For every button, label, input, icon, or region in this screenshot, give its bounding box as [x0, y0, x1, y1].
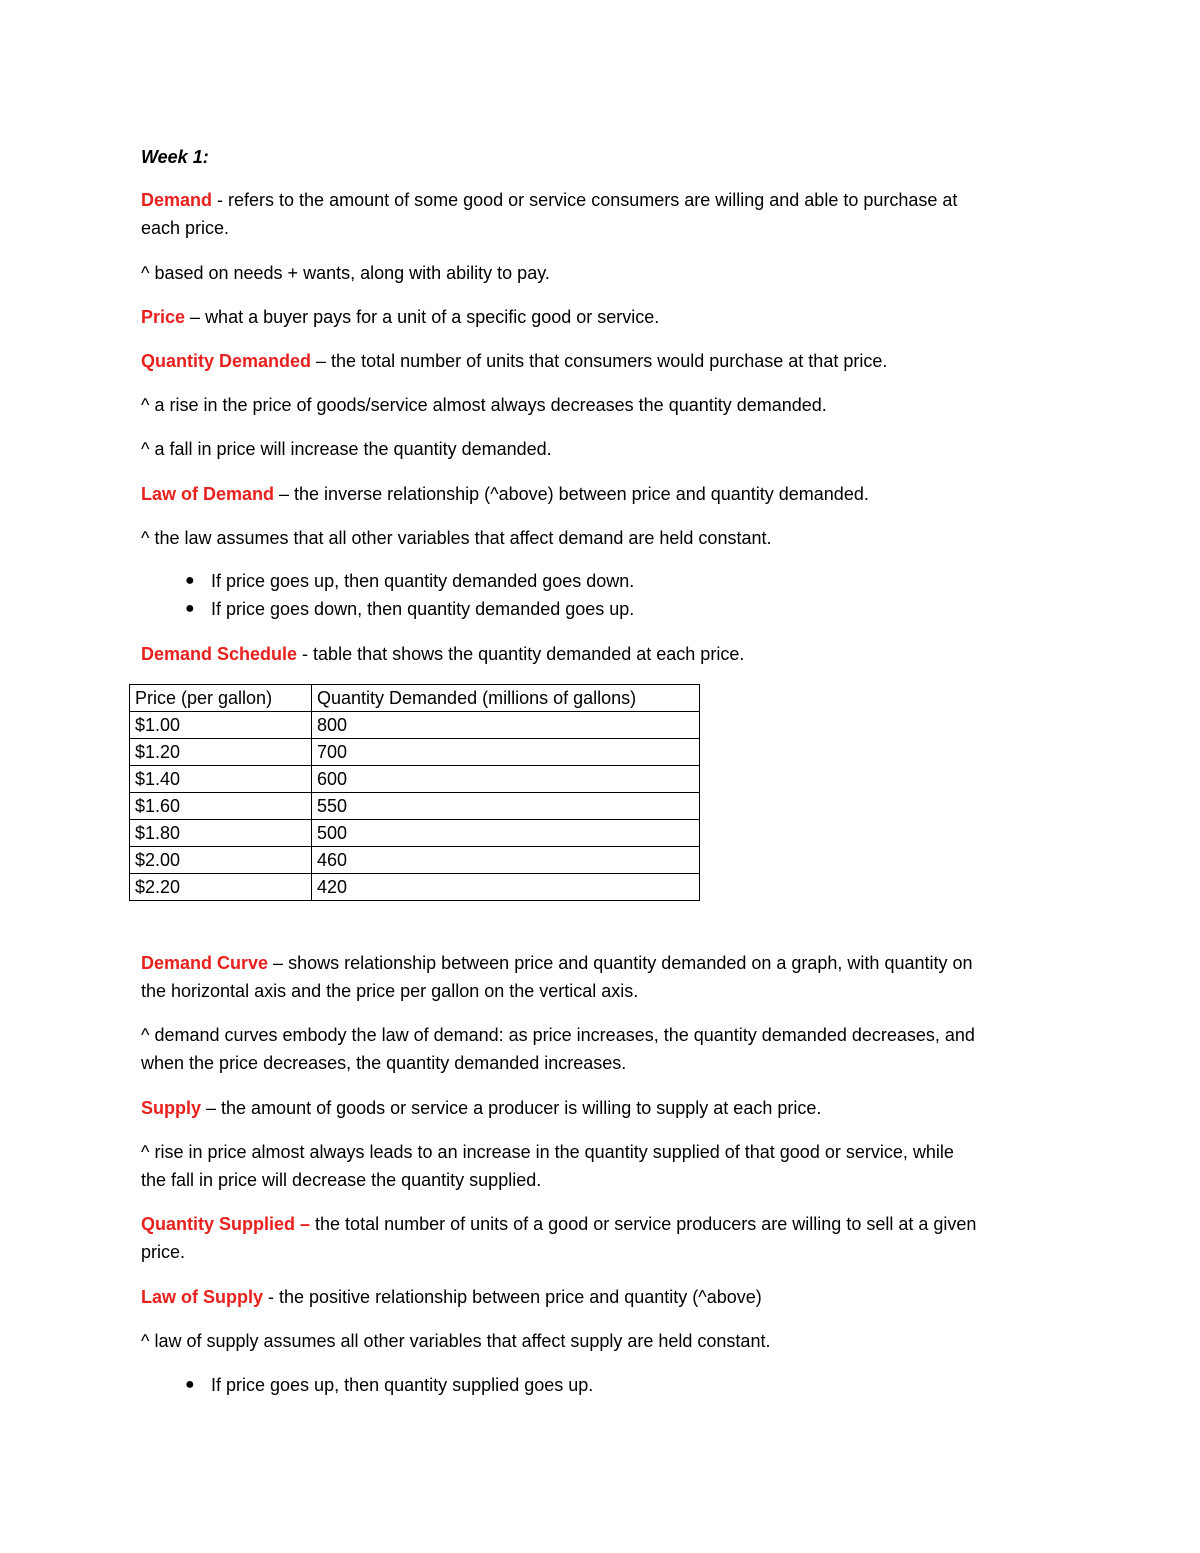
- bullet-item: [185, 595, 635, 623]
- week-heading: Week 1:: [141, 147, 209, 167]
- table-row: [130, 874, 700, 901]
- term-supply: Supply: [141, 1098, 202, 1118]
- table-header-price: Price (per gallon): [130, 685, 312, 712]
- table-cell-quantity: 600: [312, 766, 700, 793]
- separator: -: [212, 190, 229, 210]
- separator: –: [185, 307, 206, 327]
- term-quantity-demanded: Quantity Demanded: [141, 351, 312, 371]
- table-cell-price: $1.60: [130, 793, 312, 820]
- definition-quantity-demanded: [141, 347, 1061, 375]
- table-cell-price: $1.40: [130, 766, 312, 793]
- table-cell-price: $2.00: [130, 847, 312, 874]
- bullet-icon: ●: [185, 572, 195, 589]
- term-price: Price: [141, 307, 186, 327]
- demand-schedule-table: [129, 684, 700, 901]
- table-cell-price: $1.20: [130, 739, 312, 766]
- table-cell-quantity: 800: [312, 712, 700, 739]
- separator: –: [295, 1214, 316, 1234]
- separator: –: [201, 1098, 222, 1118]
- definition-text: the amount of goods or service a producer is willing to supply at each price.: [221, 1098, 822, 1118]
- table-row: [130, 820, 700, 847]
- term-law-of-supply: Law of Supply: [141, 1287, 264, 1307]
- definition-demand: [141, 186, 1061, 214]
- table-row: [130, 793, 700, 820]
- separator: -: [297, 644, 314, 664]
- table-row: [130, 847, 700, 874]
- definition-text: the positive relationship between price and quantity (^above): [279, 1287, 762, 1307]
- bullet-text: If price goes up, then quantity demanded goes down.: [211, 571, 635, 591]
- definition-text: shows relationship between price and quantity demanded on a graph, with quantity on: [288, 953, 973, 973]
- definition-demand-cont: each price.: [141, 218, 230, 238]
- table-header-quantity: Quantity Demanded (millions of gallons): [312, 685, 700, 712]
- separator: –: [274, 484, 295, 504]
- note-rise-in-price: ^ rise in price almost always leads to an increase in the quantity supplied of that good or service, while: [141, 1142, 954, 1162]
- table-cell-price: $1.80: [130, 820, 312, 847]
- definition-text: table that shows the quantity demanded at each price.: [313, 644, 745, 664]
- table-cell-price: $2.20: [130, 874, 312, 901]
- separator: –: [268, 953, 289, 973]
- definition-text: refers to the amount of some good or service consumers are willing and able to purchase at: [228, 190, 958, 210]
- table-header-row: [130, 685, 700, 712]
- table-cell-quantity: 550: [312, 793, 700, 820]
- table-cell-quantity: 500: [312, 820, 700, 847]
- note-price-fall: ^ a fall in price will increase the quantity demanded.: [141, 439, 552, 459]
- separator: -: [263, 1287, 280, 1307]
- term-quantity-supplied: Quantity Supplied: [141, 1214, 296, 1234]
- table-cell-quantity: 700: [312, 739, 700, 766]
- note-price-rise: ^ a rise in the price of goods/service almost always decreases the quantity demanded.: [141, 395, 827, 415]
- bullet-item: [185, 567, 635, 595]
- definition-demand-curve-cont: the horizontal axis and the price per gallon on the vertical axis.: [141, 981, 639, 1001]
- definition-quantity-supplied: [141, 1210, 1061, 1238]
- note-demand-curves: ^ demand curves embody the law of demand: as price increases, the quantity demanded decreases, and: [141, 1025, 975, 1045]
- definition-law-of-supply: [141, 1283, 1061, 1311]
- bullet-icon: ●: [185, 1376, 195, 1393]
- table-cell-quantity: 460: [312, 847, 700, 874]
- definition-text: the total number of units that consumers would purchase at that price.: [331, 351, 888, 371]
- table-row: [130, 712, 700, 739]
- table-row: [130, 766, 700, 793]
- definition-law-of-demand: [141, 480, 1061, 508]
- separator: –: [311, 351, 332, 371]
- note-rise-in-price-cont: the fall in price will decrease the quantity supplied.: [141, 1170, 542, 1190]
- definition-price: [141, 303, 1061, 331]
- definition-text: the inverse relationship (^above) between price and quantity demanded.: [294, 484, 869, 504]
- definition-text: the total number of units of a good or service producers are willing to sell at a given: [315, 1214, 977, 1234]
- term-law-of-demand: Law of Demand: [141, 484, 275, 504]
- definition-demand-schedule: [141, 640, 1061, 668]
- note-law-of-supply: ^ law of supply assumes all other variables that affect supply are held constant.: [141, 1331, 771, 1351]
- table-row: [130, 739, 700, 766]
- bullet-text: If price goes down, then quantity demanded goes up.: [211, 599, 635, 619]
- definition-demand-curve: [141, 949, 1061, 977]
- bullet-item: [185, 1371, 594, 1399]
- definition-text: what a buyer pays for a unit of a specific good or service.: [205, 307, 660, 327]
- note-demand-curves-cont: when the price decreases, the quantity demanded increases.: [141, 1053, 627, 1073]
- term-demand-schedule: Demand Schedule: [141, 644, 298, 664]
- bullet-icon: ●: [185, 600, 195, 617]
- note-needs-wants: ^ based on needs + wants, along with ability to pay.: [141, 263, 550, 283]
- table-cell-quantity: 420: [312, 874, 700, 901]
- table-cell-price: $1.00: [130, 712, 312, 739]
- note-law-assumes: ^ the law assumes that all other variables that affect demand are held constant.: [141, 528, 772, 548]
- bullet-text: If price goes up, then quantity supplied goes up.: [211, 1375, 594, 1395]
- term-demand-curve: Demand Curve: [141, 953, 269, 973]
- definition-quantity-supplied-cont: price.: [141, 1242, 186, 1262]
- definition-supply: [141, 1094, 1061, 1122]
- term-demand: Demand: [141, 190, 213, 210]
